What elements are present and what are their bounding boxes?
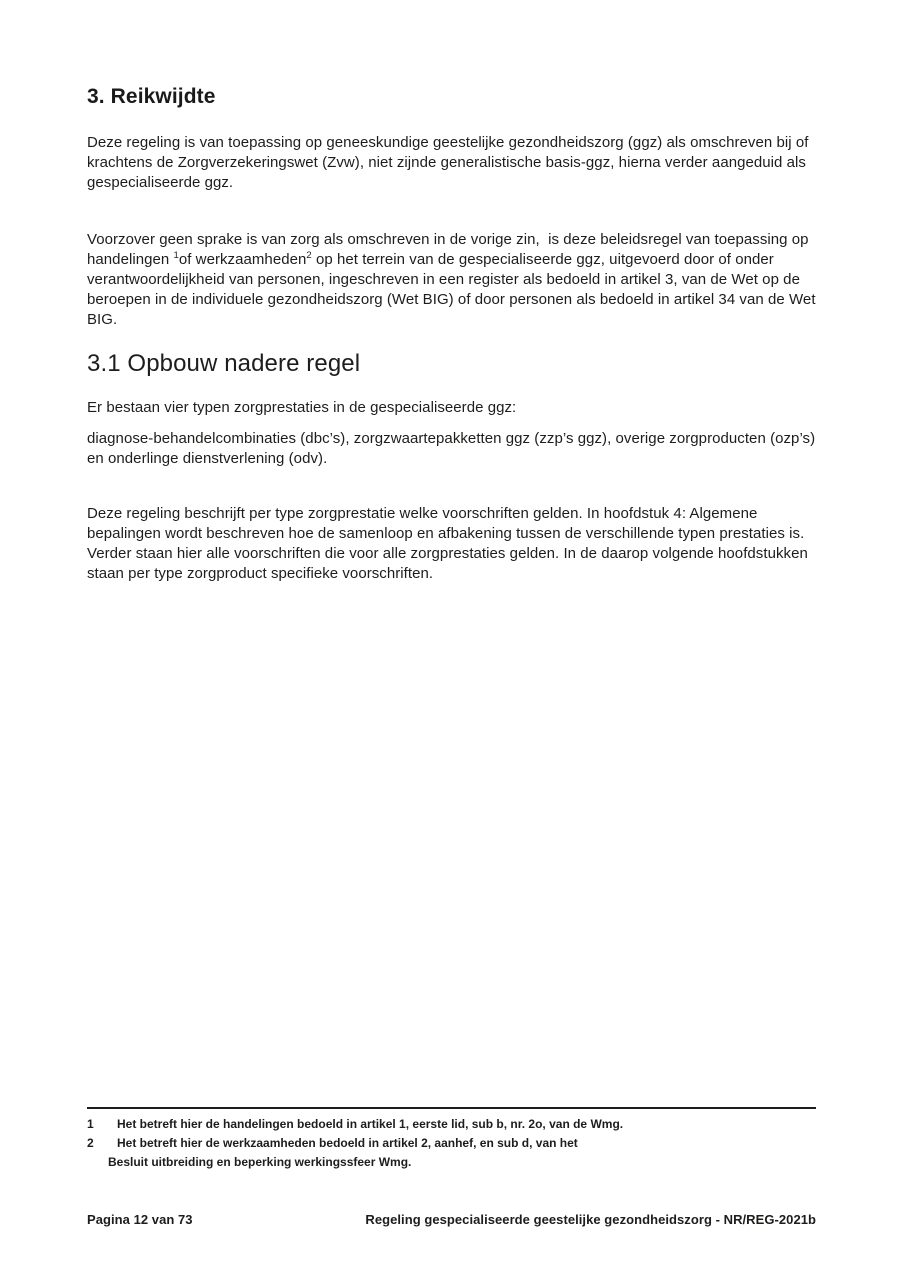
footnote-text-line: Het betreft hier de werkzaamheden bedoeld in artikel 2, aanhef, en sub d, van het	[117, 1136, 578, 1150]
document-title: Regeling gespecialiseerde geestelijke gezondheidszorg - NR/REG-2021b	[365, 1212, 816, 1227]
footnotes	[87, 1115, 816, 1172]
footnote-marker: 2	[87, 1136, 94, 1150]
paragraph-typen-lijst: diagnose-behandelcombinaties (dbc’s), zorgzwaartepakketten ggz (zzp’s ggz), overige zorgproducten (ozp’s) en onderlinge dienstverlening (odv).	[87, 430, 820, 467]
footnote-item	[87, 1115, 816, 1134]
section-heading: 3. Reikwijdte	[87, 85, 216, 108]
paragraph-scope: Deze regeling is van toepassing op geneeskundige geestelijke gezondheidszorg (ggz) als omschreven bij of krachtens de Zorgverzekeringswet (Zvw), niet zijnde generalistische basis-ggz, hierna verder aangeduid als gespecialiseerde ggz.	[87, 134, 813, 191]
footnote-text-line: Besluit uitbreiding en beperking werkingssfeer Wmg.	[108, 1155, 412, 1169]
footnote-item	[87, 1134, 816, 1172]
footnote-text: Het betreft hier de handelingen bedoeld in artikel 1, eerste lid, sub b, nr. 2o, van de Wmg.	[117, 1117, 624, 1131]
footnote-marker: 1	[87, 1117, 94, 1131]
page-footer	[87, 1212, 816, 1227]
subsection-heading: 3.1 Opbouw nadere regel	[87, 350, 361, 377]
footnote-text	[108, 1134, 816, 1172]
paragraph-handelingen: Voorzover geen sprake is van zorg als omschreven in de vorige zin, is deze beleidsregel van toepassing op handelingen $^1$of werkzaamheden$^2$ op het terrein van de gespecialiseerde ggz, uitgevoerd door of onder verantwoordelijkheid van personen, ingeschreven in een register als bedoeld in artikel 3, van de Wet op de beroepen in de individuele gezondheidszorg (Wet BIG) of door personen als bedoeld in artikel 34 van de Wet BIG.	[87, 231, 820, 328]
page-number: Pagina 12 van 73	[87, 1212, 193, 1227]
paragraph-vier-typen: Er bestaan vier typen zorgprestaties in de gespecialiseerde ggz:	[87, 399, 517, 416]
paragraph-voorschriften: Deze regeling beschrijft per type zorgprestatie welke voorschriften gelden. In hoofdstuk 4: Algemene bepalingen wordt beschreven hoe de samenloop en afbakening tussen de verschillende typen prestaties is. Verder staan hier alle voorschriften die voor alle zorgprestaties gelden. In de daarop volgende hoofdstukken staan per type zorgproduct specifieke voorschriften.	[87, 505, 813, 582]
footnote-divider	[87, 1107, 816, 1109]
